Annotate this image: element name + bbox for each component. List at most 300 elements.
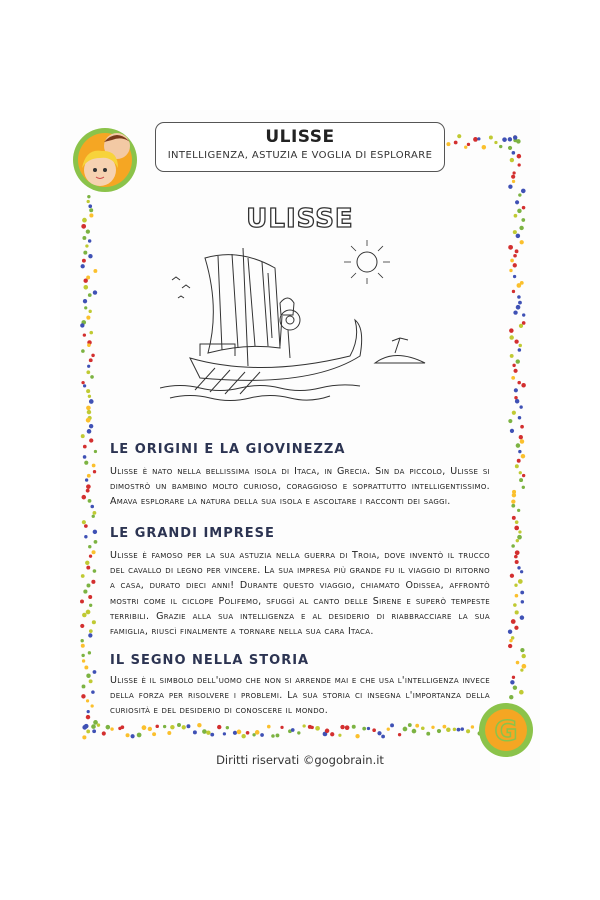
confetti-dot: [513, 230, 517, 234]
confetti-dot: [252, 733, 255, 736]
confetti-dot: [91, 580, 95, 584]
confetti-dot: [93, 269, 97, 273]
confetti-dot: [454, 141, 458, 145]
section-text-deeds: Ulisse è famoso per la sua astuzia nella guerra di Troia, dove inventò il trucco del cavallo di legno per vincere. La sua impresa più grande fu il viaggio di ritorno a casa, durato dieci anni! Durante questo viaggio, chiamato Odissea, affrontò mostri come il ciclope Polifemo, sfuggì al canto delle Sirene e superò tempeste terribili. Grazie alla sua intelligenza e al desiderio di riabbracciare la sua famiglia, riuscì finalmente a tornare nella sua cara Itaca.: [110, 550, 490, 638]
confetti-dot: [510, 680, 514, 684]
confetti-dot: [431, 726, 434, 729]
confetti-dot: [508, 245, 513, 250]
confetti-dot: [86, 230, 90, 234]
confetti-dot: [516, 305, 521, 310]
confetti-dot: [90, 375, 94, 379]
confetti-dot: [446, 142, 450, 146]
confetti-dot: [167, 731, 171, 735]
confetti-dot: [148, 727, 152, 731]
confetti-dot: [81, 224, 86, 229]
confetti-dot: [443, 725, 447, 729]
confetti-dot: [91, 354, 94, 357]
confetti-dot: [82, 735, 86, 739]
confetti-dot: [217, 725, 221, 729]
confetti-dot: [352, 725, 356, 729]
confetti-dot: [522, 474, 525, 477]
confetti-dot: [403, 727, 408, 732]
confetti-dot: [97, 723, 100, 726]
confetti-dot: [513, 310, 517, 314]
confetti-dot: [512, 151, 516, 155]
confetti-dot: [82, 659, 85, 662]
confetti-dot: [82, 495, 87, 500]
confetti-dot: [102, 731, 106, 735]
confetti-dot: [82, 259, 86, 263]
confetti-dot: [387, 727, 390, 730]
confetti-dot: [516, 234, 520, 238]
page-title: ULISSE: [265, 127, 335, 147]
confetti-dot: [177, 723, 181, 727]
confetti-dot: [508, 630, 512, 634]
confetti-dot: [520, 425, 524, 429]
confetti-dot: [90, 505, 94, 509]
confetti-dot: [522, 654, 526, 658]
confetti-dot: [82, 725, 87, 730]
confetti-dot: [89, 358, 93, 362]
confetti-dot: [142, 725, 147, 730]
confetti-dot: [518, 416, 521, 419]
confetti-dot: [260, 733, 264, 737]
confetti-dot: [88, 293, 92, 297]
confetti-dot: [86, 484, 91, 489]
confetti-dot: [131, 734, 135, 738]
confetti-dot: [89, 213, 93, 217]
confetti-dot: [510, 429, 514, 433]
confetti-dot: [155, 725, 158, 728]
confetti-dot: [377, 731, 381, 735]
confetti-dot: [499, 145, 502, 148]
confetti-dot: [91, 724, 96, 729]
confetti-dot: [511, 499, 515, 503]
confetti-dot: [94, 540, 98, 544]
confetti-dot: [233, 731, 237, 735]
confetti-dot: [520, 668, 523, 671]
confetti-dot: [514, 626, 518, 630]
confetti-dot: [83, 285, 88, 290]
confetti-dot: [381, 735, 385, 739]
confetti-dot: [83, 590, 87, 594]
confetti-dot: [88, 204, 92, 208]
confetti-dot: [518, 163, 521, 166]
confetti-dot: [514, 396, 517, 399]
confetti-dot: [519, 405, 522, 408]
section-heading-origins: LE ORIGINI E LA GIOVINEZZA: [110, 442, 346, 457]
confetti-dot: [521, 383, 526, 388]
confetti-dot: [325, 729, 330, 734]
confetti-dot: [87, 200, 90, 203]
confetti-dot: [83, 445, 87, 449]
confetti-dot: [89, 424, 93, 428]
confetti-dot: [84, 461, 88, 465]
confetti-dot: [522, 664, 527, 669]
illustration-title: ULISSE: [246, 204, 354, 234]
confetti-dot: [517, 295, 521, 299]
confetti-dot: [94, 450, 97, 453]
confetti-dot: [92, 620, 96, 624]
confetti-dot: [255, 730, 260, 735]
confetti-dot: [106, 725, 111, 730]
confetti-dot: [519, 226, 523, 230]
confetti-dot: [223, 732, 226, 735]
ulysses-ship-illustration: [160, 238, 445, 413]
confetti-dot: [512, 364, 515, 367]
confetti-dot: [515, 464, 519, 468]
confetti-dot: [520, 615, 524, 619]
confetti-dot: [509, 335, 513, 339]
confetti-dot: [513, 603, 517, 607]
confetti-dot: [241, 734, 245, 738]
confetti-dot: [82, 236, 86, 240]
confetti-dot: [516, 539, 519, 542]
confetti-dot: [519, 478, 523, 482]
confetti-dot: [297, 731, 300, 734]
confetti-dot: [93, 470, 96, 473]
confetti-dot: [513, 254, 517, 258]
confetti-dot: [91, 704, 94, 707]
confetti-dot: [89, 679, 93, 683]
confetti-dot: [521, 189, 526, 194]
confetti-dot: [511, 376, 515, 380]
confetti-dot: [86, 583, 90, 587]
confetti-dot: [510, 158, 514, 162]
confetti-dot: [517, 381, 521, 385]
confetti-dot: [517, 283, 522, 288]
confetti-dot: [519, 690, 524, 695]
confetti-dot: [367, 727, 370, 730]
confetti-dot: [512, 411, 516, 415]
confetti-dot: [82, 685, 86, 689]
section-heading-legacy: IL SEGNO NELLA STORIA: [110, 653, 310, 668]
confetti-dot: [86, 316, 90, 320]
confetti-dot: [84, 524, 88, 528]
confetti-dot: [437, 729, 441, 733]
confetti-dot: [246, 731, 250, 735]
confetti-dot: [206, 730, 210, 734]
confetti-dot: [512, 290, 515, 293]
confetti-dot: [110, 727, 113, 730]
confetti-dot: [509, 328, 513, 332]
confetti-dot: [511, 504, 515, 508]
confetti-dot: [86, 610, 91, 615]
confetti-dot: [520, 648, 524, 652]
confetti-dot: [489, 135, 493, 139]
confetti-dot: [520, 240, 524, 244]
confetti-dot: [513, 275, 516, 278]
confetti-dot: [521, 600, 524, 603]
confetti-dot: [508, 185, 512, 189]
confetti-dot: [81, 434, 85, 438]
confetti-dot: [85, 478, 88, 481]
confetti-dot: [88, 633, 92, 637]
page-subtitle: INTELLIGENZA, ASTUZIA E VOGLIA DI ESPLORARE: [167, 150, 433, 161]
confetti-dot: [518, 301, 522, 305]
confetti-dot: [82, 218, 87, 223]
confetti-dot: [87, 365, 90, 368]
confetti-dot: [89, 399, 94, 404]
confetti-dot: [519, 344, 522, 347]
confetti-dot: [83, 299, 87, 303]
confetti-dot: [512, 493, 516, 497]
confetti-dot: [345, 725, 350, 730]
confetti-dot: [517, 509, 520, 512]
confetti-dot: [515, 200, 519, 204]
confetti-dot: [202, 729, 207, 734]
confetti-dot: [515, 610, 519, 614]
confetti-dot: [517, 566, 520, 569]
confetti-dot: [81, 694, 85, 698]
confetti-dot: [193, 730, 197, 734]
confetti-dot: [85, 561, 89, 565]
confetti-dot: [93, 290, 97, 294]
confetti-dot: [93, 670, 97, 674]
confetti-dot: [517, 459, 521, 463]
confetti-dot: [92, 550, 96, 554]
confetti-dot: [267, 725, 271, 729]
confetti-dot: [86, 699, 89, 702]
confetti-dot: [508, 644, 512, 648]
confetti-dot: [513, 685, 517, 689]
confetti-dot: [421, 726, 425, 730]
confetti-dot: [83, 333, 86, 336]
confetti-dot: [86, 715, 90, 719]
confetti-dot: [372, 728, 376, 732]
confetti-dot: [520, 591, 524, 595]
confetti-dot: [453, 728, 456, 731]
confetti-dot: [92, 515, 95, 518]
confetti-dot: [514, 526, 519, 531]
confetti-dot: [88, 499, 92, 503]
confetti-dot: [83, 251, 87, 255]
confetti-dot: [291, 728, 295, 732]
confetti-dot: [89, 208, 93, 212]
confetti-dot: [502, 137, 507, 142]
confetti-dot: [330, 732, 334, 736]
confetti-dot: [464, 146, 467, 149]
confetti-dot: [137, 733, 142, 738]
confetti-dot: [522, 206, 526, 210]
confetti-dot: [515, 399, 519, 403]
confetti-dot: [519, 324, 523, 328]
confetti-dot: [81, 381, 84, 384]
confetti-dot: [315, 726, 320, 731]
confetti-dot: [494, 141, 497, 144]
confetti-dot: [93, 569, 97, 573]
confetti-dot: [521, 218, 525, 222]
confetti-dot: [87, 343, 91, 347]
confetti-dot: [186, 724, 190, 728]
confetti-dot: [514, 388, 518, 392]
confetti-dot: [87, 710, 90, 713]
confetti-dot: [522, 313, 525, 316]
confetti-dot: [83, 384, 86, 387]
confetti-dot: [276, 733, 280, 737]
confetti-dot: [280, 726, 283, 729]
confetti-dot: [512, 180, 515, 183]
confetti-dot: [86, 389, 90, 393]
confetti-dot: [89, 554, 92, 557]
confetti-dot: [390, 723, 394, 727]
confetti-dot: [466, 729, 470, 733]
confetti-dot: [518, 450, 521, 453]
confetti-dot: [471, 725, 474, 728]
confetti-dot: [510, 574, 514, 578]
confetti-dot: [310, 726, 313, 729]
confetti-dot: [477, 137, 480, 140]
confetti-dot: [520, 570, 523, 573]
confetti-dot: [513, 263, 517, 267]
confetti-dot: [89, 604, 92, 607]
section-text-origins: Ulisse è nato nella bellissima isola di Itaca, in Grecia. Sin da piccolo, Ulisse si dimostrò un bambino molto curioso, coraggioso e soprattutto intelligentissimo. Amava esplorare la natura della sua isola e ascoltare i racconti dei saggi.: [110, 466, 490, 508]
confetti-dot: [510, 354, 514, 358]
confetti-dot: [81, 574, 85, 578]
gogobrain-logo: [478, 702, 534, 758]
confetti-dot: [80, 624, 84, 628]
confetti-dot: [91, 690, 95, 694]
confetti-dot: [170, 725, 174, 729]
confetti-dot: [512, 516, 516, 520]
confetti-dot: [521, 454, 526, 459]
confetti-dot: [509, 695, 513, 699]
confetti-dot: [85, 244, 88, 247]
confetti-dot: [226, 726, 229, 729]
confetti-dot: [473, 137, 478, 142]
confetti-dot: [516, 359, 520, 363]
section-text-legacy: Ulisse è il simbolo dell'uomo che non si arrende mai e che usa l'intelligenza invece della forza per risolvere i problemi. La sua storia ci insegna l'importanza della curiosità e del desiderio di conoscere il mondo.: [110, 675, 490, 717]
confetti-dot: [518, 579, 523, 584]
confetti-dot: [86, 674, 90, 678]
confetti-dot: [515, 594, 519, 598]
confetti-dot: [516, 661, 520, 665]
confetti-dot: [508, 146, 512, 150]
confetti-dot: [515, 550, 520, 555]
confetti-dot: [467, 143, 470, 146]
confetti-dot: [89, 310, 92, 313]
confetti-dot: [513, 369, 517, 373]
confetti-dot: [87, 410, 91, 414]
confetti-dot: [302, 724, 305, 727]
confetti-dot: [426, 732, 430, 736]
confetti-dot: [87, 429, 92, 434]
confetti-dot: [88, 545, 91, 548]
confetti-dot: [517, 154, 522, 159]
confetti-dot: [415, 724, 419, 728]
confetti-dot: [210, 733, 214, 737]
confetti-dot: [92, 729, 96, 733]
confetti-dot: [81, 654, 84, 657]
confetti-dot: [88, 595, 92, 599]
confetti-dot: [197, 723, 201, 727]
confetti-dot: [89, 331, 93, 335]
confetti-dot: [522, 486, 525, 489]
confetti-dot: [80, 639, 83, 642]
confetti-dot: [81, 349, 85, 353]
confetti-dot: [511, 175, 515, 179]
confetti-dot: [516, 443, 521, 448]
confetti-dot: [514, 214, 518, 218]
confetti-dot: [182, 725, 186, 729]
confetti-dot: [457, 134, 461, 138]
confetti-dot: [515, 560, 519, 564]
confetti-dot: [513, 135, 517, 139]
confetti-dot: [81, 264, 85, 268]
confetti-dot: [93, 511, 97, 515]
confetti-dot: [82, 520, 86, 524]
confetti-dot: [163, 725, 166, 728]
confetti-dot: [511, 544, 515, 548]
confetti-dot: [89, 438, 93, 442]
confetti-dot: [514, 339, 518, 343]
confetti-dot: [518, 348, 522, 352]
confetti-dot: [510, 259, 514, 263]
confetti-dot: [508, 419, 512, 423]
confetti-dot: [461, 727, 464, 730]
confetti-dot: [82, 613, 87, 618]
confetti-dot: [517, 535, 522, 540]
confetti-dot: [362, 727, 366, 731]
confetti-dot: [87, 474, 91, 478]
confetti-dot: [518, 530, 521, 533]
confetti-dot: [457, 728, 461, 732]
logo-letter: G: [494, 714, 518, 747]
confetti-dot: [512, 676, 515, 679]
confetti-dot: [84, 279, 88, 283]
confetti-dot: [152, 732, 156, 736]
confetti-dot: [84, 306, 87, 309]
confetti-dot: [126, 733, 130, 737]
confetti-dot: [338, 734, 341, 737]
confetti-dot: [84, 535, 87, 538]
title-box: [155, 122, 445, 172]
confetti-dot: [519, 435, 523, 439]
confetti-dot: [511, 619, 516, 624]
confetti-dot: [92, 464, 96, 468]
confetti-dot: [520, 439, 524, 443]
confetti-dot: [86, 370, 90, 374]
confetti-dot: [86, 406, 91, 411]
section-heading-deeds: LE GRANDI IMPRESE: [110, 526, 275, 541]
confetti-dot: [514, 555, 518, 559]
confetti-dot: [508, 137, 512, 141]
confetti-dot: [86, 489, 90, 493]
confetti-dot: [518, 193, 521, 196]
confetti-dot: [84, 665, 88, 669]
confetti-dot: [83, 455, 87, 459]
confetti-dot: [516, 139, 520, 143]
confetti-dot: [509, 639, 512, 642]
confetti-dot: [515, 249, 519, 253]
confetti-dot: [121, 725, 125, 729]
confetti-dot: [408, 723, 412, 727]
confetti-dot: [513, 171, 516, 174]
confetti-dot: [446, 728, 451, 733]
confetti-dot: [514, 584, 517, 587]
confetti-dot: [88, 651, 91, 654]
confetti-dot: [271, 734, 275, 738]
confetti-dot: [522, 321, 526, 325]
confetti-dot: [517, 209, 521, 213]
copyright-footer: Diritti riservati ©gogobrain.it: [216, 753, 384, 767]
confetti-dot: [86, 566, 90, 570]
confetti-dot: [482, 145, 486, 149]
confetti-dot: [412, 729, 417, 734]
confetti-dot: [80, 599, 84, 603]
confetti-dot: [519, 471, 522, 474]
confetti-dot: [355, 734, 359, 738]
